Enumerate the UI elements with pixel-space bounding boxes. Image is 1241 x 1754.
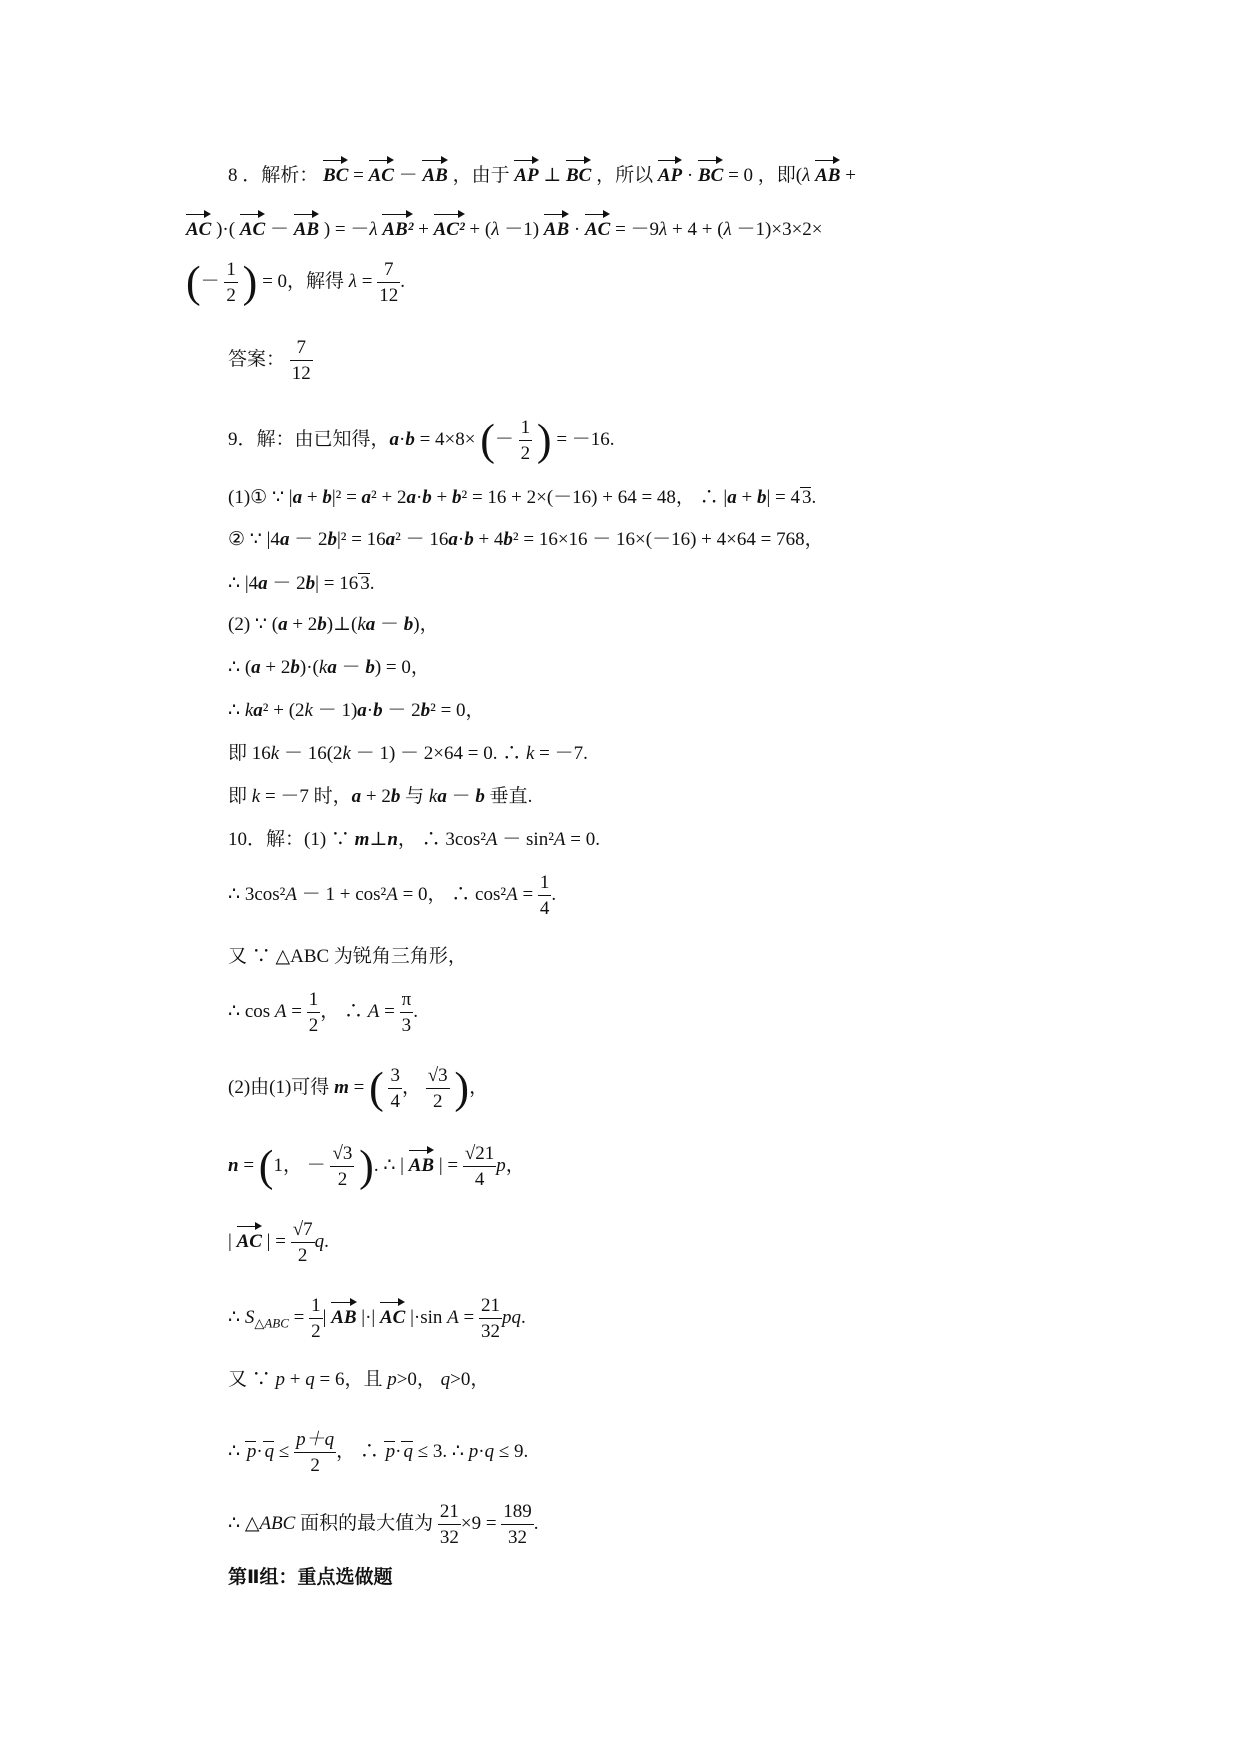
section-heading: 第Ⅱ组：重点选做题: [228, 1566, 393, 1588]
p9-line-8: 即 k = －7 时，a + 2b 与 ka － b 垂直.: [228, 786, 533, 807]
fraction: $\frac{189}{32}$: [503, 1501, 532, 1548]
vector-ab-5: AB: [409, 1150, 434, 1175]
vector-ab: AB: [422, 160, 447, 185]
p9-line-4: (2) ∵ (a + 2b)⊥(ka － b)，: [228, 614, 439, 635]
p8-line-2: AC )·( AC － AB ) = －λ AB² + AC² + (λ －1) AB · AC = －9λ + 4 + (λ －1)×3×2×: [186, 214, 823, 239]
p8-line-1: 8 ．解析： BC = AC － AB ，由于 AP ⊥ BC ，所以 AP · BC = 0 ，即(λ AB +: [228, 160, 856, 185]
vector-ac-squared: AC²: [434, 214, 465, 239]
p9-line-1: (1)① ∵ |a + b|² = a² + 2a·b + b² = 16 + 2×(－16) + 64 = 48， ∴ |a + b| = 4 3.: [228, 487, 817, 508]
p10-line-7: | AC | = $\frac{√7}{2}$ q.: [228, 1219, 329, 1266]
vector-ac-5: AC: [237, 1226, 262, 1251]
fraction: $\frac{1}{2}$: [520, 417, 531, 464]
p10-line-8: ∴ $S_{\triangle ABC}$ = $\frac{1}{2}$ | AB |·| AC |·sin A = $\frac{21}{32}$ pq.: [228, 1295, 526, 1342]
vector-ac-6: AC: [380, 1302, 405, 1327]
p9-line-5: ∴ (a + 2b)·(ka － b) = 0，: [228, 657, 430, 678]
p8-line-3: (－ $\frac{1}{2}$ ) = 0，解得 λ = $\frac{7}{12}$ .: [186, 257, 405, 307]
vector-ap-2: AP: [658, 160, 682, 185]
vector-ab-2: AB: [815, 160, 840, 185]
fraction: $\frac{√3}{2}$: [427, 1065, 448, 1112]
p9-line-6: ∴ ka² + (2k － 1)a·b － 2b² = 0，: [228, 700, 485, 721]
vector-ab-3: AB: [294, 214, 319, 239]
p9-line-2: ② ∵ |4a － 2b|² = 16a² － 16a·b + 4b² = 16×16 － 16×(－16) + 4×64 = 768，: [228, 529, 824, 550]
p8-answer: 答案： $\frac{7}{12}$: [228, 337, 311, 384]
vector-ac: AC: [369, 160, 394, 185]
p10-line-1: 10．解：(1) ∵ m⊥n， ∴ 3cos²A － sin²A = 0.: [228, 829, 600, 850]
fraction: $\frac{\pi}{3}$: [401, 989, 412, 1036]
p10-line-2: ∴ 3cos²A － 1 + cos²A = 0， ∴ cos²A = $\frac{1}{4}$ .: [228, 872, 557, 919]
fraction: $\frac{3}{4}$: [390, 1065, 400, 1112]
vector-bc-2: BC: [566, 160, 591, 185]
p9-line-7: 即 16k － 16(2k － 1) － 2×64 = 0. ∴ k = －7.: [228, 743, 588, 764]
vector-bc: BC: [323, 160, 348, 185]
vector-ab-4: AB: [544, 214, 569, 239]
fraction: $\frac{21}{32}$: [480, 1295, 500, 1342]
fraction: $\frac{1}{2}$: [308, 989, 319, 1036]
vector-ab-squared: AB²: [382, 214, 413, 239]
p10-line-10: ∴ p· q ≤ $\frac{p+q}{2}$ ， ∴ p· q ≤ 3. ∴ p·q ≤ 9.: [228, 1429, 529, 1476]
p10-line-3: 又 ∵ △ABC 为锐角三角形，: [228, 946, 467, 967]
fraction: $\frac{√7}{2}$: [292, 1219, 313, 1266]
p9-line-3: ∴ |4a － 2b| = 16 3.: [228, 573, 375, 594]
answer-fraction: $\frac{7}{12}$: [291, 337, 311, 384]
fraction: $\frac{21}{32}$: [439, 1501, 459, 1548]
fraction: $\frac{1}{4}$: [539, 872, 550, 919]
p10-line-5: (2)由(1)可得 m = ( $\frac{3}{4}$ ， $\frac{√3}{2}$ )，: [228, 1063, 489, 1113]
vector-ab-6: AB: [331, 1302, 356, 1327]
vector-ac-4: AC: [585, 214, 610, 239]
p10-line-11: ∴ △ABC 面积的最大值为 $\frac{21}{32}$ ×9 = $\frac{189}{32}$ .: [228, 1501, 539, 1548]
vector-bc-3: BC: [698, 160, 723, 185]
p10-line-6: n = (1， － $\frac{√3}{2}$ ). ∴ | AB | = $\frac{√21}{4}$ p，: [228, 1141, 525, 1191]
vector-ac-2: AC: [186, 214, 211, 239]
fraction: $\frac{p+q}{2}$: [296, 1429, 335, 1476]
fraction: $\frac{1}{2}$: [311, 1295, 321, 1342]
p9-head: 9．解：由已知得，a·b = 4×8× (－ $\frac{1}{2}$ ) = －16.: [228, 415, 615, 465]
p10-line-4: ∴ cos A = $\frac{1}{2}$ ， ∴ A = $\frac{\pi}{3}$ .: [228, 989, 418, 1036]
vector-ap: AP: [514, 160, 538, 185]
fraction: $\frac{7}{12}$: [379, 259, 399, 306]
fraction: $\frac{√3}{2}$: [332, 1143, 353, 1190]
vector-ac-3: AC: [240, 214, 265, 239]
p10-line-9: 又 ∵ p + q = 6，且 p>0， q>0，: [228, 1369, 490, 1390]
fraction: $\frac{√21}{4}$: [464, 1143, 495, 1190]
fraction: $\frac{1}{2}$: [226, 259, 236, 306]
